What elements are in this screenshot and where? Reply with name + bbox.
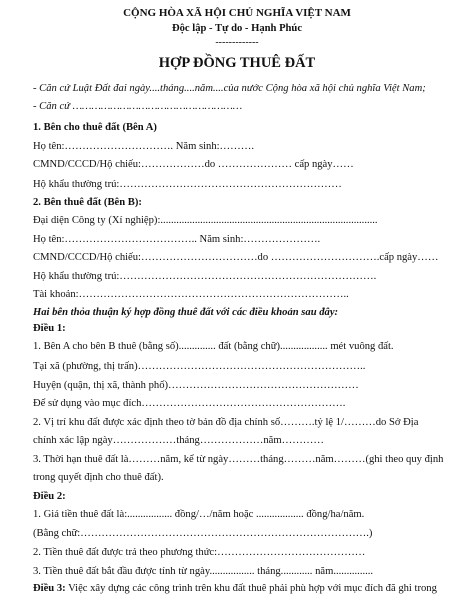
text-line: Đại diện Công ty (Xí nghiệp):.................................................................................. [33,215,378,226]
text-line: 2. Bên thuê đất (Bên B): [33,197,142,208]
national-motto: Độc lập - Tự do - Hạnh Phúc [171,23,303,34]
text-line: CMND/CCCD/Hộ chiếu:……………………………do ………………………….cấp ngày…… [33,252,439,263]
text-line: Họ tên:……………………………….. Năm sinh:…………………. [33,234,321,245]
text-line: 1. Giá tiền thuê đất là:................. đồng/…/năm hoặc .................. đồng/ha/năm. [33,509,365,520]
text-line: Điều 1: [33,323,66,334]
article-3-text: Việc xây dựng các công trình trên khu đất thuê phải phù hợp với mục đích đã ghi trong [65,583,437,594]
text-line: CMND/CCCD/Hộ chiếu:………………do ………………… cấp ngày…… [33,159,354,170]
text-line: Để sử dụng vào mục đích…………………………………………………. [33,398,346,409]
text-line: Huyện (quận, thị xã, thành phố)……………………………………………… [33,380,359,391]
text-line: 2. Vị trí khu đất được xác định theo tờ bản đồ địa chính số……….tỷ lệ 1/………do Sở Địa [33,417,419,428]
text-line: Hộ khẩu thường trú:……………………………………………………… [33,179,342,190]
article-3-line [33,584,437,595]
text-line: chính xác lập ngày………………tháng………………năm………… [33,435,324,446]
text-line: - Căn cứ ……………………………………………… [33,101,243,112]
text-line: Tại xã (phường, thị trấn)……………………………………………………….. [33,361,366,372]
document-title: HỢP ĐỒNG THUÊ ĐẤT [158,55,316,71]
text-line: Họ tên:…………………………. Năm sinh:………. [33,141,254,152]
text-line: Tài khoản:………………………………………………………………….. [33,289,349,300]
text-line: 2. Tiền thuê đất được trả theo phương thức:…………………………………… [33,547,366,558]
text-line: 1. Bên cho thuê đất (Bên A) [33,122,157,133]
text-line: 3. Thời hạn thuê đất là………năm, kể từ ngày………tháng………năm………(ghi theo quy định [33,454,444,465]
text-line: 1. Bên A cho bên B thuê (bằng số).............. đất (bằng chữ).................. mét vuông đất. [33,341,394,352]
country-name: CỘNG HÒA XÃ HỘI CHỦ NGHĨA VIỆT NAM [123,7,351,19]
text-line: 3. Tiền thuê đất bắt đầu được tính từ ngày................. tháng............ năm............... [33,566,374,577]
header-separator: ------------- [215,37,259,48]
text-line: (Bằng chữ:……………………………………………………………………….) [33,528,373,539]
text-line: - Căn cứ Luật Đất đai ngày....tháng....năm....của nước Cộng hòa xã hội chủ nghĩa Việt Nam; [33,83,426,94]
text-line: Hộ khẩu thường trú:………………………………………………………………. [33,271,377,282]
article-3-label: Điều 3: [33,583,66,594]
text-line: Điều 2: [33,491,66,502]
text-line: Hai bên thỏa thuận ký hợp đồng thuê đất với các điều khoản sau đây: [33,307,339,318]
text-line: trong quyết định cho thuê đất). [33,472,164,483]
